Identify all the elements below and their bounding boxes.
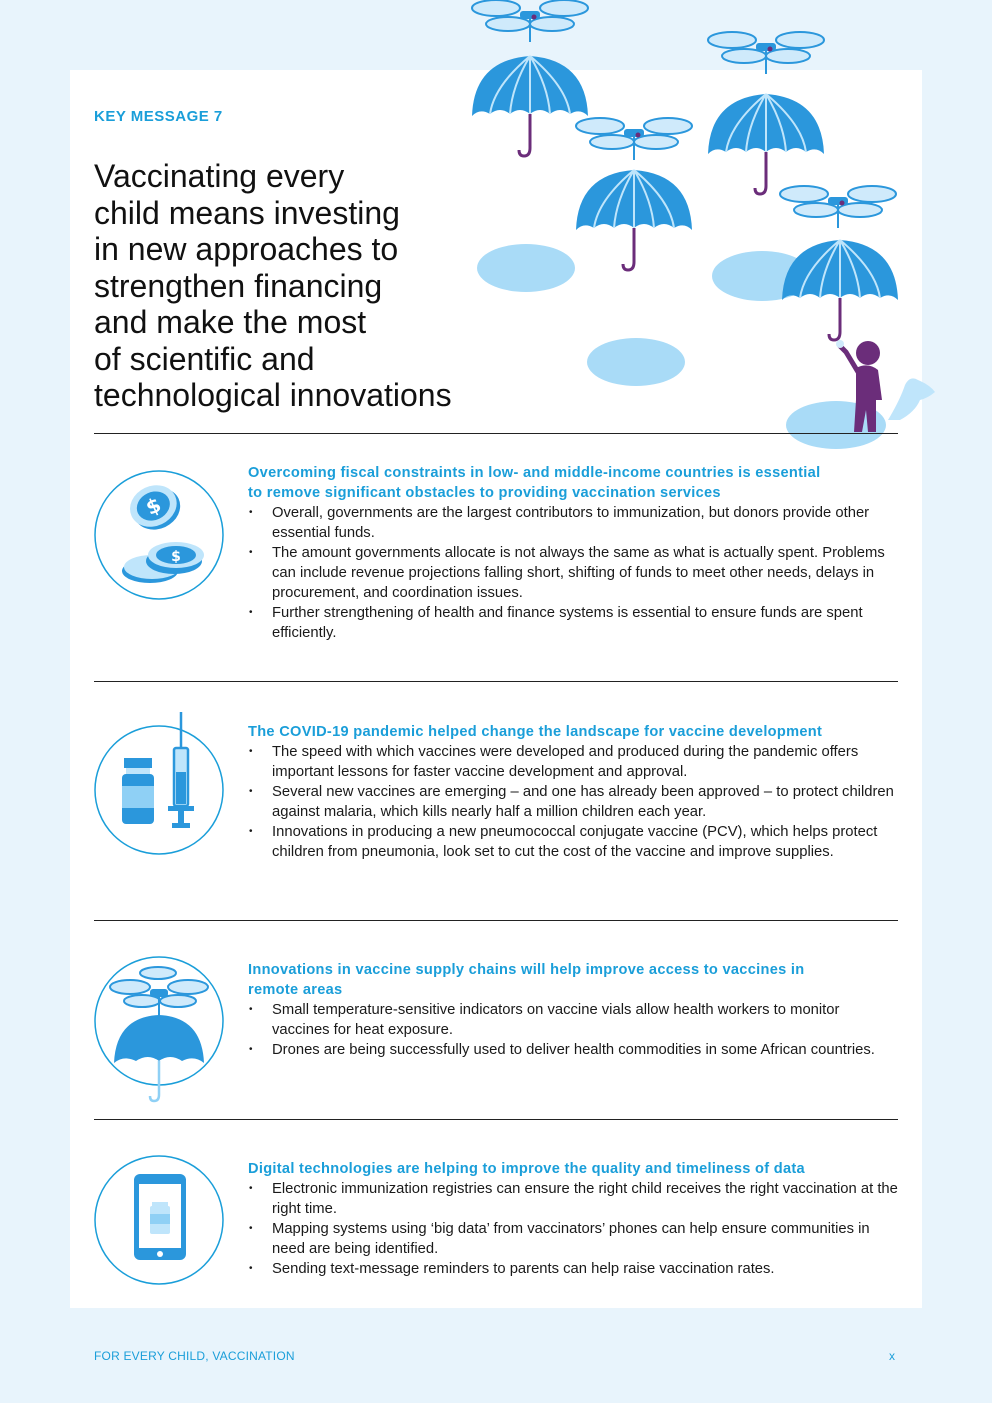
section-title-line: The COVID-19 pandemic helped change the landscape for vaccine development <box>248 724 823 740</box>
section-title <box>248 960 900 1000</box>
headline-line: technological innovations <box>94 377 452 413</box>
coins-icon <box>94 469 226 601</box>
page-headline <box>94 158 494 414</box>
section-title-line: Innovations in vaccine supply chains will help improve access to vaccines in <box>248 962 805 978</box>
headline-line: and make the most <box>94 304 367 340</box>
bullet-list <box>248 742 900 862</box>
headline-line: of scientific and <box>94 340 315 377</box>
page-number: x <box>889 1349 895 1363</box>
divider <box>94 920 898 921</box>
section-title-line: Digital technologies are helping to improve the quality and timeliness of data <box>248 1161 805 1177</box>
section-title <box>248 1159 900 1179</box>
bullet-item: • The amount governments allocate is not always the same as what is actually spent. Problems can include revenue projections falling short, shifting of funds to meet other needs, delays in procurement, and coordination issues. <box>248 543 900 603</box>
footer-publication-title: FOR EVERY CHILD, VACCINATION <box>94 1349 295 1363</box>
headline-line: in new approaches to <box>94 231 399 267</box>
bullet-item: • Mapping systems using ‘big data’ from vaccinators’ phones can help ensure communities in need are being identified. <box>248 1219 900 1259</box>
section-digital-technologies <box>94 1154 900 1289</box>
headline-line: Vaccinating every <box>94 158 345 194</box>
svg-text:$: $ <box>141 492 165 520</box>
section-financing <box>94 463 900 663</box>
headline-line: child means investing <box>94 194 400 231</box>
bullet-item: • Drones are being successfully used to deliver health commodities in some African countries. <box>248 1040 900 1060</box>
bullet-item: • Overall, governments are the largest contributors to immunization, but donors provide other essential funds. <box>248 503 900 543</box>
bullet-item: • Small temperature-sensitive indicators on vaccine vials allow health workers to monitor vaccines for heat exposure. <box>248 1000 900 1040</box>
bullet-list <box>248 1000 900 1060</box>
headline-line: strengthen financing <box>94 267 383 304</box>
svg-text:$: $ <box>171 549 181 565</box>
section-vaccine-development <box>94 710 900 900</box>
bullet-list <box>248 1179 900 1279</box>
drone-umbrella-icon <box>94 955 226 1105</box>
divider <box>94 433 898 434</box>
section-supply-chains <box>94 955 900 1105</box>
vaccine-vial-syringe-icon <box>94 710 226 856</box>
bullet-item: • Electronic immunization registries can ensure the right child receives the right vaccination at the right time. <box>248 1179 900 1219</box>
bullet-list <box>248 503 900 643</box>
drone-umbrellas-illustration <box>470 0 950 450</box>
section-title <box>248 463 900 503</box>
divider <box>94 681 898 682</box>
bullet-item: • Sending text-message reminders to parents can help raise vaccination rates. <box>248 1259 900 1279</box>
bullet-item: • Innovations in producing a new pneumococcal conjugate vaccine (PCV), which helps protect children from pneumonia, look set to cut the cost of the vaccine and improve supplies. <box>248 822 900 862</box>
bullet-item: • Several new vaccines are emerging – and one has already been approved – to protect children against malaria, which kills nearly half a million children each year. <box>248 782 900 822</box>
bullet-item: • The speed with which vaccines were developed and produced during the pandemic offers important lessons for faster vaccine development and approval. <box>248 742 900 782</box>
section-title-line: remote areas <box>248 982 343 998</box>
section-title-line: to remove significant obstacles to providing vaccination services <box>248 485 721 501</box>
section-title-line: Overcoming fiscal constraints in low- and middle-income countries is essential <box>248 465 821 481</box>
section-title <box>248 722 900 742</box>
smartphone-vaccine-icon <box>94 1154 226 1286</box>
divider <box>94 1119 898 1120</box>
key-message-label: KEY MESSAGE 7 <box>94 108 223 125</box>
bullet-item: • Further strengthening of health and finance systems is essential to ensure funds are spent efficiently. <box>248 603 900 643</box>
